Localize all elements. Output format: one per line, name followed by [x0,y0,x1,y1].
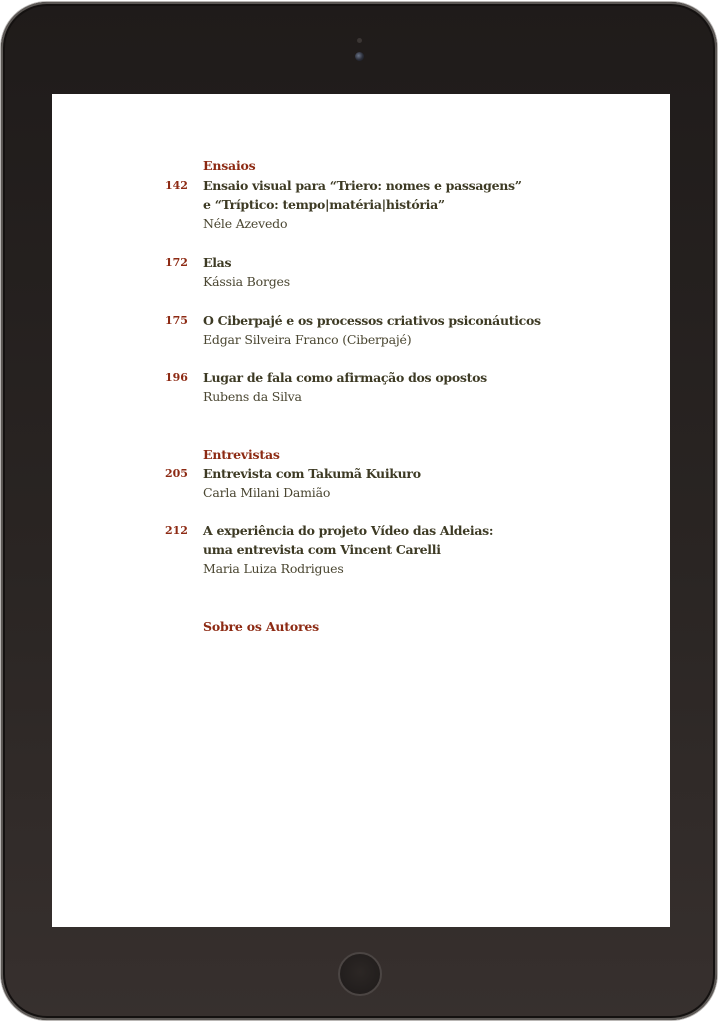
tablet-screen [52,94,670,927]
section-title-sobre-os-autores[interactable]: Sobre os Autores [203,619,319,634]
entry-title-line[interactable]: O Ciberpajé e os processos criativos psiconáuticos [203,313,541,328]
home-button[interactable] [338,952,382,996]
entry-author: Edgar Silveira Franco (Ciberpajé) [203,332,412,347]
entry-title-line[interactable]: A experiência do projeto Vídeo das Aldeias: [203,523,494,538]
section-title-entrevistas[interactable]: Entrevistas [203,447,280,462]
entry-author: Carla Milani Damião [203,485,331,500]
entry-title-line[interactable]: e “Tríptico: tempo|matéria|história” [203,197,445,212]
entry-page-number[interactable]: 196 [165,371,188,384]
entry-page-number[interactable]: 142 [165,179,188,192]
sensor-dot [357,38,362,43]
entry-page-number[interactable]: 205 [165,467,188,480]
entry-author: Maria Luiza Rodrigues [203,561,344,576]
section-title-ensaios[interactable]: Ensaios [203,158,256,173]
entry-author: Néle Azevedo [203,216,288,231]
entry-title-line[interactable]: Entrevista com Takumã Kuikuro [203,466,421,481]
entry-title-line[interactable]: Lugar de fala como afirmação dos opostos [203,370,487,385]
entry-title-line[interactable]: Elas [203,255,232,270]
entry-page-number[interactable]: 172 [165,256,188,269]
front-camera [355,52,364,61]
entry-page-number[interactable]: 212 [165,524,188,537]
tablet-device [1,2,717,1020]
entry-author: Rubens da Silva [203,389,302,404]
entry-page-number[interactable]: 175 [165,314,188,327]
entry-title-line[interactable]: uma entrevista com Vincent Carelli [203,542,441,557]
table-of-contents [52,94,670,927]
entry-author: Kássia Borges [203,274,290,289]
entry-title-line[interactable]: Ensaio visual para “Triero: nomes e passagens” [203,178,522,193]
